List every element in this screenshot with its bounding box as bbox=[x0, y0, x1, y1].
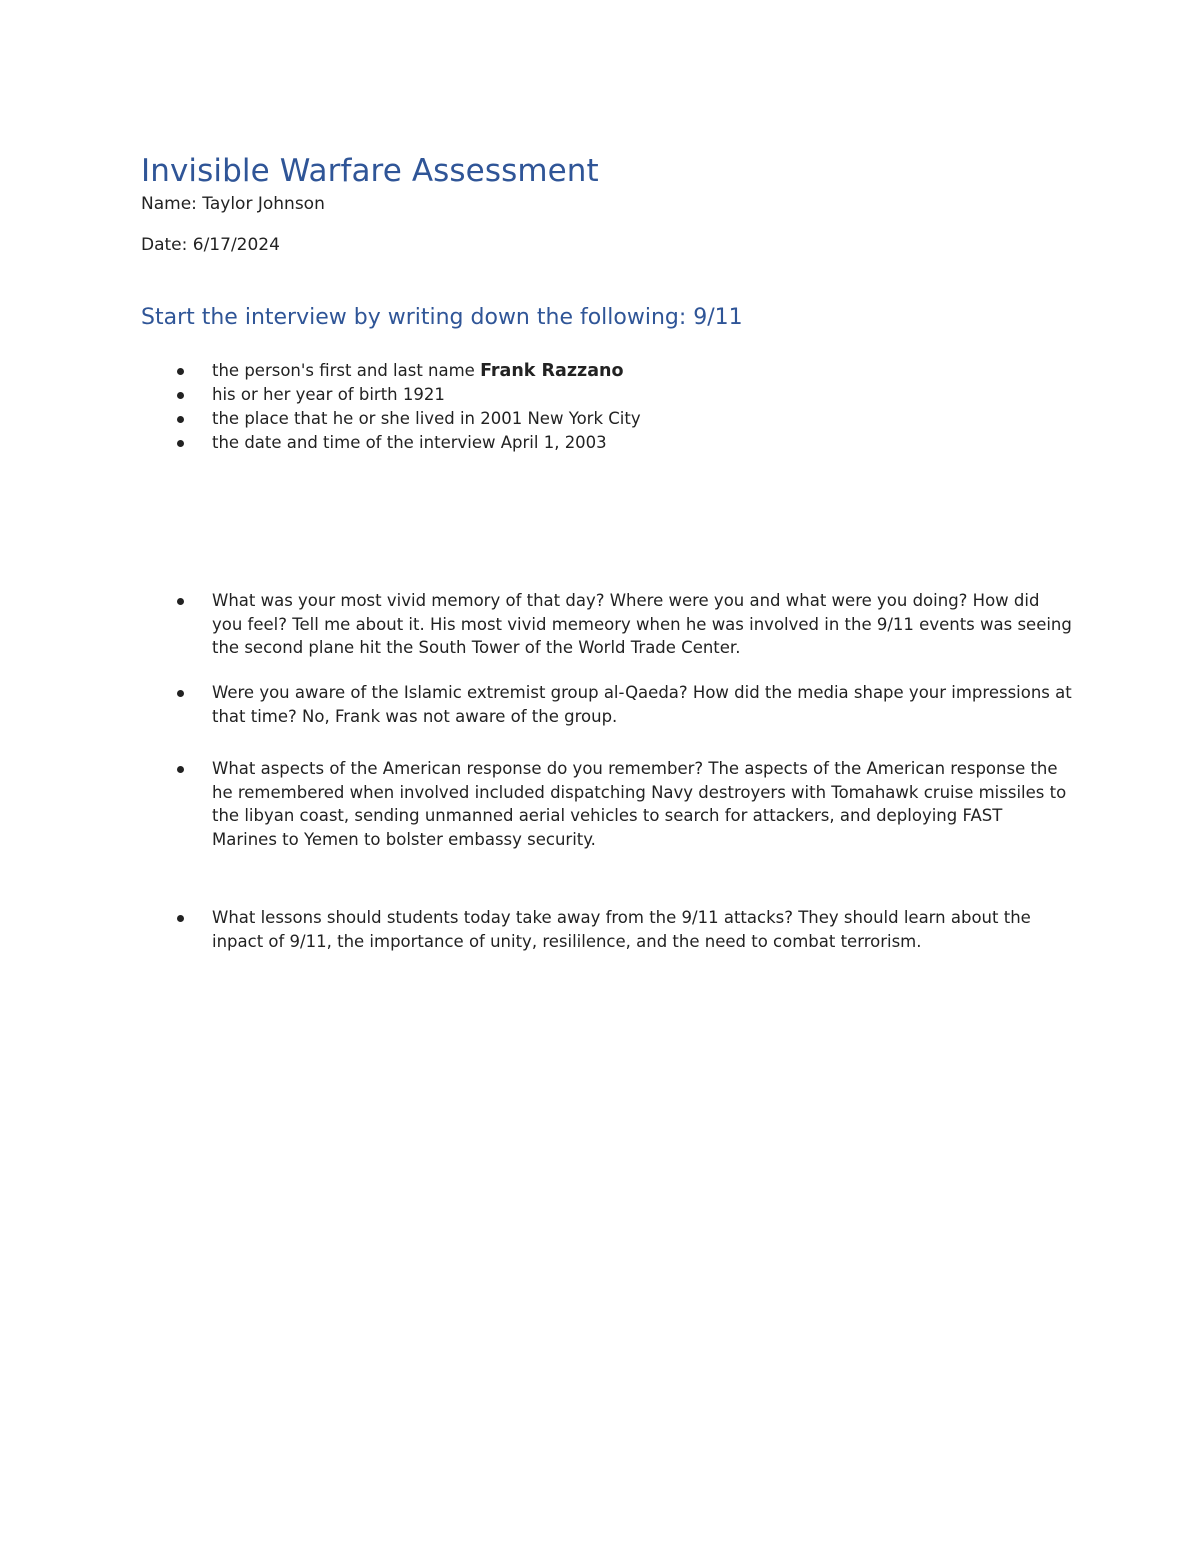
bullet-icon bbox=[177, 766, 184, 773]
assessment-date: Date: 6/17/2024 bbox=[141, 235, 280, 255]
question-text: What aspects of the American response do you remember? The aspects of the American response the he remembered when involved included dispatching Navy destroyers with Tomahawk cruise missiles to the libyan coast, sending unmanned aerial vehicles to search for attackers, and deploying FAST Marines to Yemen to bolster embassy security. bbox=[212, 759, 1067, 849]
list-item-text bbox=[212, 359, 624, 383]
bullet-icon bbox=[177, 915, 184, 922]
bullet-icon bbox=[177, 392, 184, 399]
list-item-text: the place that he or she lived in 2001 New York City bbox=[212, 409, 641, 428]
bullet-icon bbox=[177, 440, 184, 447]
bullet-icon bbox=[177, 416, 184, 423]
bullet-icon bbox=[177, 368, 184, 375]
list-item-text: his or her year of birth 1921 bbox=[212, 385, 445, 404]
student-name: Name: Taylor Johnson bbox=[141, 194, 325, 214]
document-title: Invisible Warfare Assessment bbox=[141, 153, 599, 189]
interviewee-name: Frank Razzano bbox=[480, 361, 624, 381]
bullet-icon bbox=[177, 690, 184, 697]
question-text: What lessons should students today take away from the 9/11 attacks? They should learn about the inpact of 9/11, the importance of unity, resililence, and the need to combat terrorism. bbox=[212, 908, 1031, 951]
info-prompt: the person's first and last name bbox=[212, 361, 481, 380]
section-heading: Start the interview by writing down the following: 9/11 bbox=[141, 305, 743, 330]
question-text: What was your most vivid memory of that day? Where were you and what were you doing? How did you feel? Tell me about it. His most vivid memeory when he was involved in the 9/11 events was seeing the second plane hit the South Tower of the World Trade Center. bbox=[212, 591, 1072, 657]
list-item-text: the date and time of the interview April 1, 2003 bbox=[212, 433, 607, 452]
question-text: Were you aware of the Islamic extremist group al-Qaeda? How did the media shape your impressions at that time? No, Frank was not aware of the group. bbox=[212, 683, 1072, 726]
bullet-icon bbox=[177, 598, 184, 605]
